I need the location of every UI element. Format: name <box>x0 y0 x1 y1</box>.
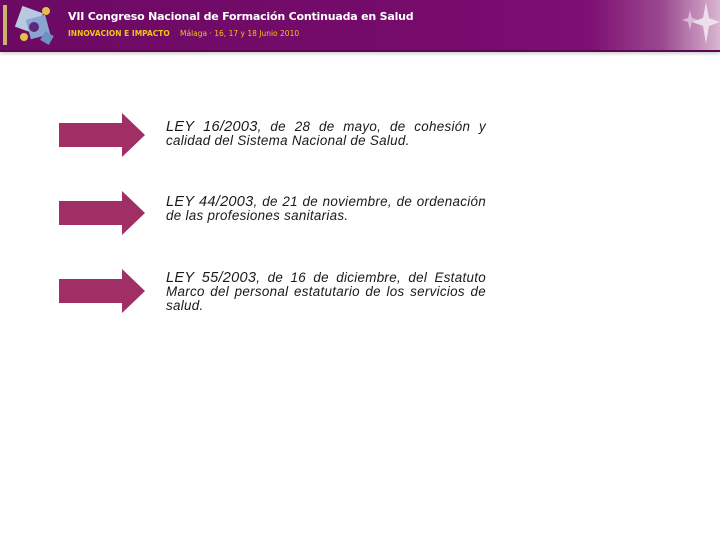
banner-gold-edge <box>3 5 7 45</box>
congress-tagline: INNOVACION E IMPACTO <box>68 29 170 38</box>
right-arrow-icon <box>59 113 145 157</box>
law-description: , de 16 de diciembre, del Estatuto Marco del personal estatutario de los servicios de salud. <box>166 270 486 313</box>
header-banner <box>0 0 720 52</box>
law-number: LEY 16/2003 <box>166 119 258 135</box>
law-number: LEY 55/2003 <box>166 270 257 286</box>
law-item <box>166 195 486 223</box>
law-item <box>166 120 486 148</box>
congress-dates: Málaga · 16, 17 y 18 Junio 2010 <box>180 29 300 38</box>
law-description: , de 21 de noviembre, de ordenación de las profesiones sanitarias. <box>166 194 486 223</box>
law-description: , de 28 de mayo, de cohesión y calidad del Sistema Nacional de Salud. <box>166 119 486 148</box>
congress-logo-icon <box>12 3 60 47</box>
right-arrow-icon <box>59 269 145 313</box>
congress-title: VII Congreso Nacional de Formación Continuada en Salud <box>68 10 414 23</box>
law-number: LEY 44/2003 <box>166 194 254 210</box>
law-item <box>166 271 486 313</box>
right-arrow-icon <box>59 191 145 235</box>
sparkle-decoration-icon <box>676 0 720 50</box>
